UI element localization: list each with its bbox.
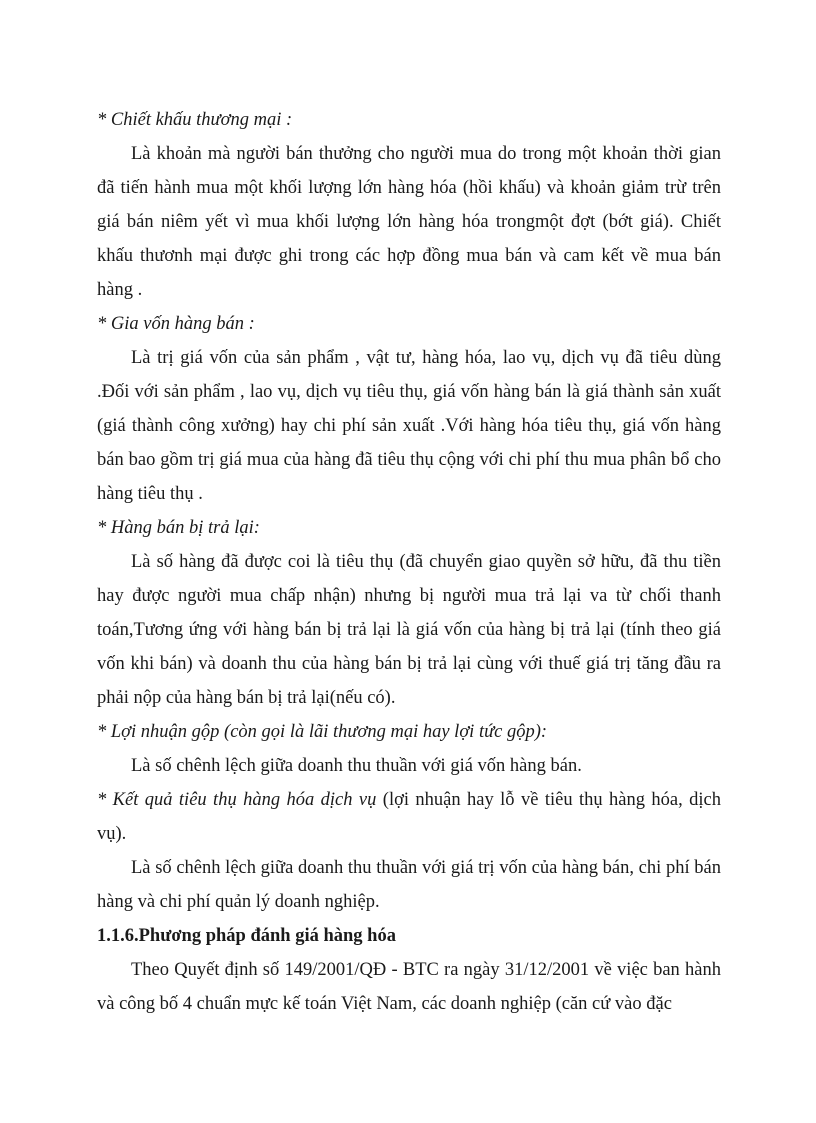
paragraph-loi-nhuan-gop: Là số chênh lệch giữa doanh thu thuần với giá vốn hàng bán. (131, 756, 582, 776)
section-title-phuong-phap: 1.1.6.Phương pháp đánh giá hàng hóa (97, 926, 396, 946)
paragraph-chiet-khau: Là khoản mà người bán thưởng cho người mua do trong một khoản thời gian đã tiến hành mua một khối lượng lớn hàng hóa (hồi khấu) và khoản giảm trừ trên giá bán niêm yết vì mua khối lượng lớn hàng hóa trongmột đợt (bớt giá). Chiết khấu thươnh mại được ghi trong các hợp đồng mua bán và cam kết về mua bán hàng . (97, 144, 721, 300)
heading-gia-von: * Gia vốn hàng bán : (97, 314, 255, 334)
heading-chiet-khau: * Chiết khấu thương mại : (97, 110, 293, 130)
heading-ket-qua-plain: (lợi nhuận hay lỗ về tiêu thụ hàng hóa, dịch vụ). (97, 790, 721, 844)
paragraph-ket-qua-tieu-thu: Là số chênh lệch giữa doanh thu thuần với giá trị vốn của hàng bán, chi phí bán hàng và chi phí quản lý doanh nghiệp. (97, 858, 721, 912)
heading-ket-qua-italic: * Kết quả tiêu thụ hàng hóa dịch vụ (97, 790, 377, 810)
heading-loi-nhuan-gop: * Lợi nhuận gộp (còn gọi là lãi thương mại hay lợi tức gộp): (97, 722, 548, 742)
paragraph-hang-ban-bi-tra-lai: Là số hàng đã được coi là tiêu thụ (đã chuyển giao quyền sở hữu, đã thu tiền hay được người mua chấp nhận) nhưng bị người mua trả lại va từ chối thanh toán,Tương ứng với hàng bán bị trả lại là giá vốn của hàng bị trả lại (tính theo giá vốn khi bán) và doanh thu của hàng bán bị trả lại cùng với thuế giá trị tăng đầu ra phải nộp của hàng bán bị trả lại(nếu có). (97, 552, 721, 708)
paragraph-gia-von: Là trị giá vốn của sản phẩm , vật tư, hàng hóa, lao vụ, dịch vụ đã tiêu dùng .Đối với sản phẩm , lao vụ, dịch vụ tiêu thụ, giá vốn hàng bán là giá thành sản xuất (giá thành công xưởng) hay chi phí sản xuất .Với hàng hóa tiêu thụ, giá vốn hàng bán bao gồm trị giá mua của hàng đã tiêu thụ cộng với chi phí thu mua phân bổ cho hàng tiêu thụ . (97, 348, 721, 504)
paragraph-phuong-phap: Theo Quyết định số 149/2001/QĐ - BTC ra ngày 31/12/2001 về việc ban hành và công bố 4 chuẩn mực kế toán Việt Nam, các doanh nghiệp (căn cứ vào đặc (97, 960, 721, 1014)
heading-ket-qua-tieu-thu (97, 783, 721, 851)
document-body (97, 103, 721, 1021)
heading-hang-ban-bi-tra-lai: * Hàng bán bị trả lại: (97, 518, 260, 538)
